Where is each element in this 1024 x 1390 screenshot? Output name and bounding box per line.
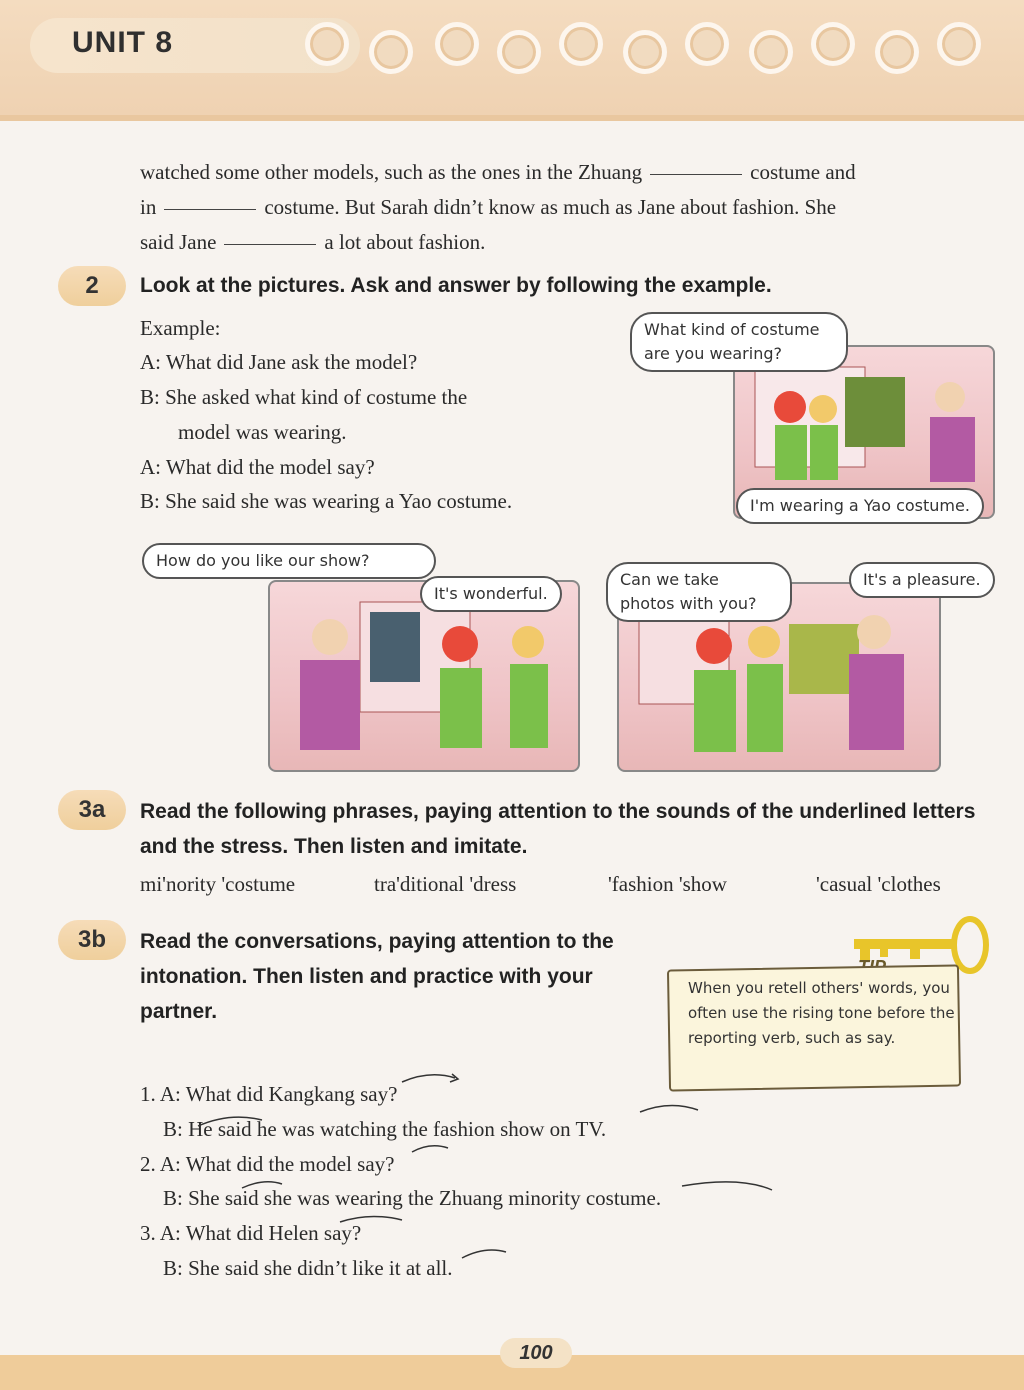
speech-bubble: I'm wearing a Yao costume. bbox=[736, 488, 984, 524]
decorative-circles bbox=[305, 20, 1024, 80]
speech-bubble: Can we take photos with you? bbox=[606, 562, 792, 622]
speech-bubble: It's wonderful. bbox=[420, 576, 562, 612]
fill-blank[interactable] bbox=[164, 208, 256, 210]
example-line: A: What did the model say? bbox=[140, 455, 375, 479]
phrase: 'fashion 'show bbox=[608, 872, 727, 896]
decor-circle bbox=[875, 30, 919, 74]
conversation-line: B: She said she didn’t like it at all. bbox=[163, 1256, 453, 1280]
page-header bbox=[0, 0, 1024, 121]
decor-circle bbox=[623, 30, 667, 74]
section-number: 3a bbox=[58, 790, 126, 830]
example-line: B: She said she was wearing a Yao costume. bbox=[140, 489, 513, 513]
cont-line-2 bbox=[140, 195, 836, 220]
example-line: model was wearing. bbox=[178, 420, 347, 444]
decor-circle bbox=[685, 22, 729, 66]
speech-bubble: How do you like our show? bbox=[142, 543, 436, 579]
decor-circle bbox=[811, 22, 855, 66]
example-line: Example: bbox=[140, 316, 221, 340]
example-line: A: What did Jane ask the model? bbox=[140, 350, 418, 374]
decor-circle bbox=[749, 30, 793, 74]
phrase: mi'nority 'costume bbox=[140, 872, 296, 896]
decor-circle bbox=[435, 22, 479, 66]
decor-circle bbox=[369, 30, 413, 74]
conversation-line: 1. A: What did Kangkang say? bbox=[140, 1082, 398, 1106]
cont-line-1 bbox=[140, 160, 856, 185]
cont-text: said Jane bbox=[140, 230, 217, 254]
cont-line-3 bbox=[140, 230, 485, 255]
conversation-line: B: She said she was wearing the Zhuang minority costume. bbox=[163, 1186, 662, 1210]
section-number: 3b bbox=[58, 920, 126, 960]
cont-text: costume and bbox=[750, 160, 856, 184]
section-number: 2 bbox=[58, 266, 126, 306]
cont-text: a lot about fashion. bbox=[324, 230, 486, 254]
page-number: 100 bbox=[500, 1338, 572, 1368]
decor-circle bbox=[559, 22, 603, 66]
cont-text: watched some other models, such as the ones in the Zhuang bbox=[140, 160, 643, 184]
decor-circle bbox=[937, 22, 981, 66]
phrase: tra'ditional 'dress bbox=[374, 872, 517, 896]
conversation-line: B: He said he was watching the fashion show on TV. bbox=[163, 1117, 607, 1141]
decor-circle bbox=[497, 30, 541, 74]
cont-text: costume. But Sarah didn’t know as much as Jane about fashion. She bbox=[264, 195, 837, 219]
conversation-line: 2. A: What did the model say? bbox=[140, 1152, 395, 1176]
speech-bubble: What kind of costume are you wearing? bbox=[630, 312, 848, 372]
section-instruction: Read the following phrases, paying attention to the sounds of the underlined letters and the stress. Then listen and imitate. bbox=[140, 800, 976, 858]
fill-blank[interactable] bbox=[650, 173, 742, 175]
section-instruction: Look at the pictures. Ask and answer by following the example. bbox=[140, 274, 772, 297]
fill-blank[interactable] bbox=[224, 243, 316, 245]
cont-text: in bbox=[140, 195, 157, 219]
speech-bubble: It's a pleasure. bbox=[849, 562, 995, 598]
example-line: B: She asked what kind of costume the bbox=[140, 385, 468, 409]
conversation-line: 3. A: What did Helen say? bbox=[140, 1221, 362, 1245]
decor-circle bbox=[305, 22, 349, 66]
unit-title: UNIT 8 bbox=[72, 26, 174, 59]
tip-text: When you retell others' words, you often use the rising tone before the reporting verb, such as say. bbox=[688, 979, 955, 1047]
section-instruction: Read the conversations, paying attention to the intonation. Then listen and practice with your partner. bbox=[140, 930, 614, 1023]
phrase: 'casual 'clothes bbox=[816, 872, 941, 896]
